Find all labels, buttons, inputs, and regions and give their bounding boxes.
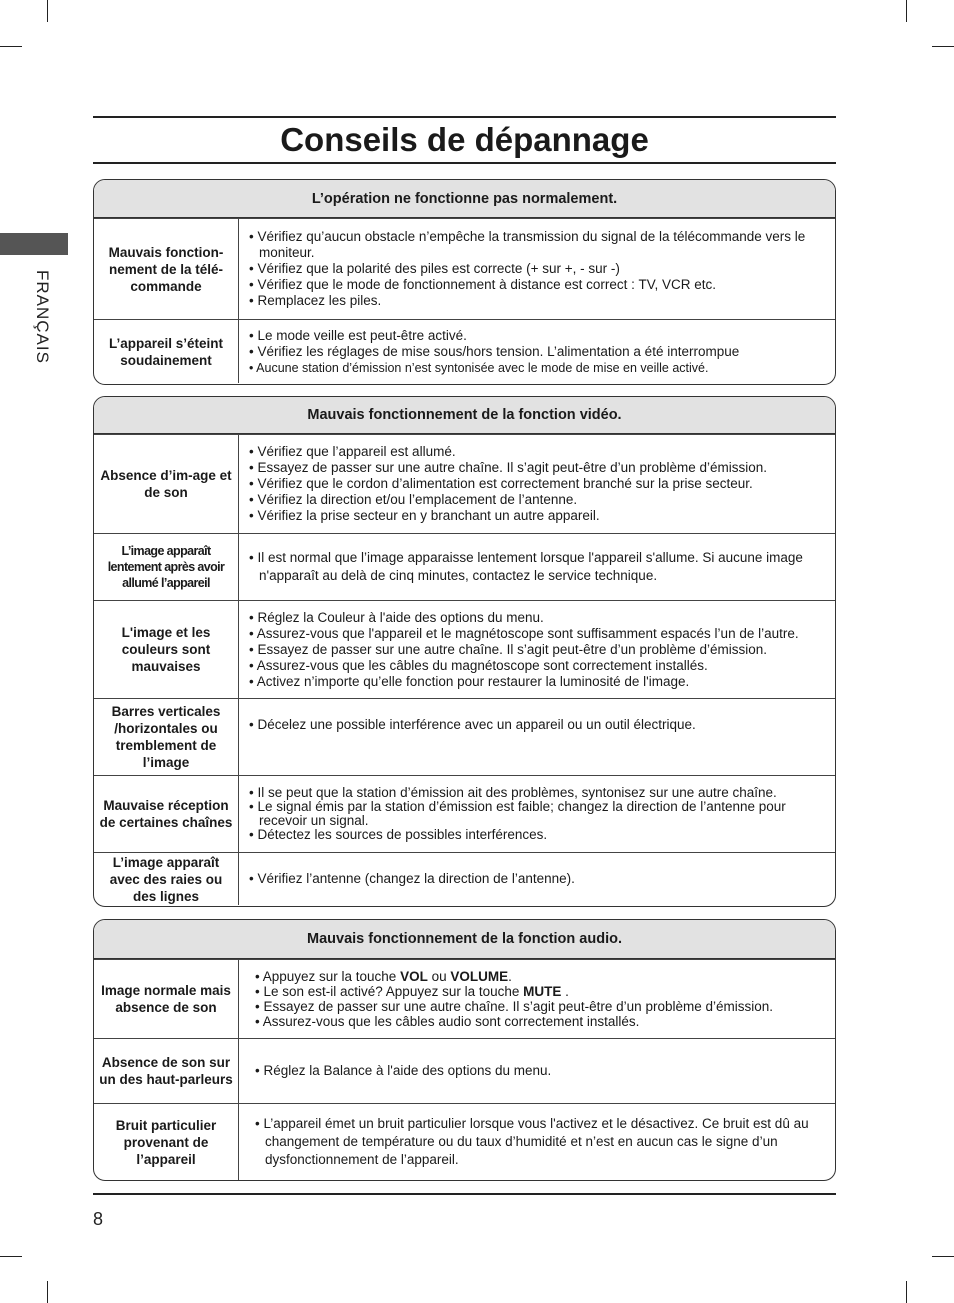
table-row xyxy=(94,1038,835,1103)
cause-cell: Mauvais fonction-nement de la télé-commande xyxy=(94,219,239,319)
fix-item: • Il est normal que l’image apparaisse lentement lorsque l'appareil s'allume. Si aucune image n'apparaît au delà de cinq minutes, contactez le service technique. xyxy=(249,550,803,583)
table-row xyxy=(94,434,835,533)
fix-item: • L’appareil émet un bruit particulier lorsque vous l'activez et le désactivez. Ce bruit est dû au changement de température ou du taux d’humidité et n’est en aucun cas le signe d’un dysfonctionnement de l’appareil. xyxy=(255,1116,809,1167)
fix-item: • Vérifiez que la polarité des piles est correcte (+ sur +, - sur -) xyxy=(249,261,620,276)
cause-cell: L’image apparaît lentement après avoir allumé l’appareil xyxy=(94,534,239,600)
fixes-cell xyxy=(239,1104,835,1180)
crop-mark xyxy=(47,1281,48,1303)
bottom-rule xyxy=(93,1193,836,1195)
fixes-cell xyxy=(239,320,835,383)
fixes-cell xyxy=(239,853,835,905)
fix-item: • Vérifiez les réglages de mise sous/hors tension. L’alimentation a été interrompue xyxy=(249,343,740,359)
fixes-cell xyxy=(239,776,835,852)
page-number: 8 xyxy=(93,1209,104,1229)
crop-mark xyxy=(906,0,907,22)
section-operation xyxy=(93,179,836,385)
table-row xyxy=(94,959,835,1038)
fixes-cell xyxy=(239,960,835,1038)
crop-mark xyxy=(47,0,48,22)
cause-cell: Image normale mais absence de son xyxy=(94,960,239,1038)
fix-item: • Assurez-vous que les câbles audio sont correctement installés. xyxy=(255,1014,640,1029)
fixes-cell xyxy=(239,534,835,600)
fixes-cell xyxy=(239,601,835,698)
language-tab-marker xyxy=(0,233,68,255)
fix-item: • Vérifiez la prise secteur en y branchant un autre appareil. xyxy=(249,508,600,523)
cause-cell: L’image apparaît avec des raies ou des lignes xyxy=(94,853,239,905)
fix-item: • Vérifiez qu’aucun obstacle n’empêche la transmission du signal de la télécommande vers le moniteur. xyxy=(249,229,806,260)
table-row xyxy=(94,319,835,383)
crop-mark xyxy=(0,46,22,47)
fix-item: • Il se peut que la station d’émission ait des problèmes, syntonisez sur une autre chaîne. xyxy=(249,785,777,800)
fix-item: • Le signal émis par la station d’émission est faible; changez la direction de l’antenne pour recevoir un signal. xyxy=(249,799,786,828)
crop-mark xyxy=(906,1281,907,1303)
fix-item: • Réglez la Couleur à l'aide des options du menu. xyxy=(249,609,544,625)
table-row xyxy=(94,533,835,600)
fix-item: • Essayez de passer sur une autre chaîne. Il s’agit peut-être d’un problème d’émission. xyxy=(249,460,768,475)
crop-mark xyxy=(932,1256,954,1257)
cause-cell: Bruit particulier provenant de l’appareil xyxy=(94,1104,239,1180)
page-title: Conseils de dépannage xyxy=(93,116,836,164)
table-row xyxy=(94,1103,835,1180)
fix-item: • Assurez-vous que les câbles du magnétoscope sont correctement installés. xyxy=(249,657,708,673)
fixes-cell xyxy=(239,699,835,775)
fixes-cell xyxy=(239,435,835,533)
table-row xyxy=(94,852,835,905)
cause-cell: Absence d’im-age et de son xyxy=(94,435,239,533)
fix-item: • Détectez les sources de possibles interférences. xyxy=(249,827,548,842)
section-heading: Mauvais fonctionnement de la fonction audio. xyxy=(94,920,835,959)
fix-item: • Vérifiez que le mode de fonctionnement à distance est correct : TV, VCR etc. xyxy=(249,277,716,292)
fix-item: • Essayez de passer sur une autre chaîne. Il s’agit peut-être d’un problème d’émission. xyxy=(255,999,774,1014)
cause-cell: Absence de son sur un des haut-parleurs xyxy=(94,1039,239,1103)
language-tab-label: FRANÇAIS xyxy=(33,270,52,364)
crop-mark xyxy=(0,1256,22,1257)
cause-cell: L’appareil s’éteint soudainement xyxy=(94,320,239,383)
fix-item: • Remplacez les piles. xyxy=(249,293,382,308)
section-heading: L’opération ne fonctionne pas normalement. xyxy=(94,180,835,218)
fix-item: • Aucune station d’émission n’est syntonisée avec le mode de mise en veille activé. xyxy=(249,360,709,375)
cause-cell: L'image et les couleurs sont mauvaises xyxy=(94,601,239,698)
cause-cell: Mauvaise réception de certaines chaînes xyxy=(94,776,239,852)
section-audio xyxy=(93,919,836,1181)
fix-item: • Vérifiez la direction et/ou l’emplacement de l’antenne. xyxy=(249,492,578,507)
table-row xyxy=(94,775,835,852)
fix-item: • Décelez une possible interférence avec un appareil ou un outil électrique. xyxy=(249,717,696,732)
fix-item: • Activez n’importe qu’elle fonction pour restaurer la luminosité de l'image. xyxy=(249,673,690,689)
table-row xyxy=(94,698,835,775)
section-video xyxy=(93,396,836,907)
table-row xyxy=(94,600,835,698)
cause-cell: Barres verticales /horizontales ou tremblement de l’image xyxy=(94,699,239,775)
fix-item: • Vérifiez l’antenne (changez la direction de l’antenne). xyxy=(249,871,575,886)
fix-item: • Le son est-il activé? Appuyez sur la touche MUTE . xyxy=(255,984,569,999)
fix-item: • Essayez de passer sur une autre chaîne. Il s’agit peut-être d’un problème d’émission. xyxy=(249,641,768,657)
crop-mark xyxy=(932,46,954,47)
fix-item: • Le mode veille est peut-être activé. xyxy=(249,327,467,343)
section-heading: Mauvais fonctionnement de la fonction vidéo. xyxy=(94,397,835,434)
fix-item: • Assurez-vous que l'appareil et le magnétoscope sont suffisamment espacés l’un de l’autre. xyxy=(249,625,799,641)
fixes-cell xyxy=(239,1039,835,1103)
fix-item: • Vérifiez que l’appareil est allumé. xyxy=(249,444,456,459)
fix-item: • Appuyez sur la touche VOL ou VOLUME. xyxy=(255,969,512,984)
table-row xyxy=(94,218,835,319)
fix-item: • Réglez la Balance à l'aide des options du menu. xyxy=(255,1063,552,1078)
fixes-cell xyxy=(239,219,835,319)
fix-item: • Vérifiez que le cordon d’alimentation est correctement branché sur la prise secteur. xyxy=(249,476,753,491)
